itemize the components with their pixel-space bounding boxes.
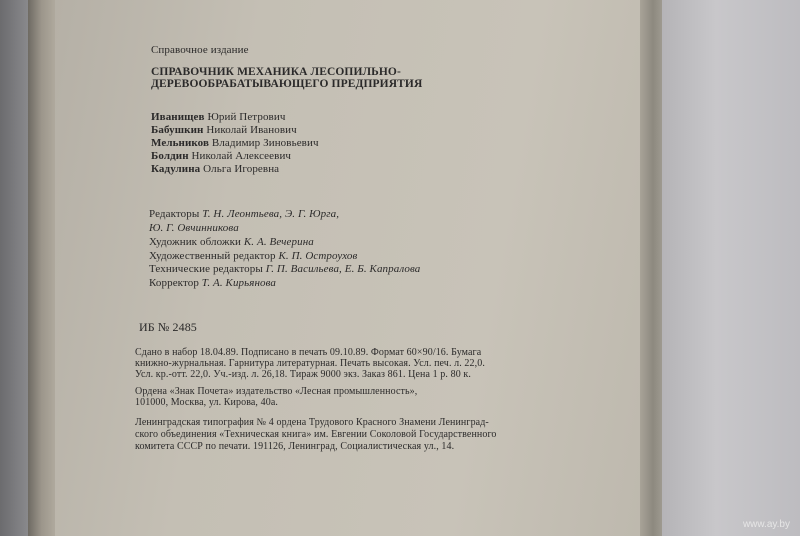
author-surname: Мельников xyxy=(151,137,210,149)
proofreader-name: Т. А. Кирьянова xyxy=(201,277,277,289)
author-name: Юрий Петрович xyxy=(207,111,286,123)
printer-line-2: ского объединения «Техническая книга» им. Евгении Соколовой Государственного xyxy=(135,429,497,440)
editors-names-2: Ю. Г. Овчинникова xyxy=(149,222,239,234)
tech-editors-names: Г. П. Васильева, Е. Б. Капралова xyxy=(265,263,421,275)
book-page xyxy=(55,0,657,536)
editors-names: Т. Н. Леонтьева, Э. Г. Юрга, xyxy=(202,208,340,220)
author-name: Владимир Зиновьевич xyxy=(211,137,319,149)
author-name: Николай Алексеевич xyxy=(191,150,292,162)
author-line xyxy=(151,137,319,149)
imprint-line-3: Усл. кр.-отт. 22,0. Уч.-изд. л. 26,18. Тираж 9000 экз. Заказ 861. Цена 1 р. 80 к. xyxy=(135,369,471,380)
art-editor-label: Художественный редактор xyxy=(149,250,276,262)
author-line xyxy=(151,163,279,175)
edition-label: Справочное издание xyxy=(151,44,249,56)
printer-line-3: комитета СССР по печати. 191126, Ленинград, Социалистическая ул., 14. xyxy=(135,441,455,452)
cover-artist-name: К. А. Вечерина xyxy=(243,236,314,248)
author-name: Николай Иванович xyxy=(206,124,297,136)
author-surname: Болдин xyxy=(151,150,189,162)
author-name: Ольга Игоревна xyxy=(203,163,280,175)
author-line xyxy=(151,111,285,123)
title-line-2: ДЕРЕВООБРАБАТЫВАЮЩЕГО ПРЕДПРИЯТИЯ xyxy=(151,78,423,90)
watermark: www.ay.by xyxy=(742,519,790,530)
printer-line-1: Ленинградская типография № 4 ордена Трудового Красного Знамени Ленинград- xyxy=(135,417,489,428)
cover-artist-label: Художник обложки xyxy=(149,236,242,248)
ib-number: ИБ № 2485 xyxy=(139,320,197,334)
editors-line xyxy=(149,208,339,220)
imprint-line-2: книжно-журнальная. Гарнитура литературная. Печать высокая. Усл. печ. л. 22,0. xyxy=(135,358,485,369)
author-surname: Иванищев xyxy=(151,111,205,123)
author-line xyxy=(151,124,297,136)
publisher-line-1: Ордена «Знак Почета» издательство «Лесная промышленность», xyxy=(135,386,418,397)
author-line xyxy=(151,150,291,162)
tech-editors-line xyxy=(149,263,420,275)
tech-editors-label: Технические редакторы xyxy=(149,263,263,275)
author-surname: Кадулина xyxy=(151,163,201,175)
title-line-1: СПРАВОЧНИК МЕХАНИКА ЛЕСОПИЛЬНО- xyxy=(151,66,401,78)
proofreader-label: Корректор xyxy=(149,277,199,289)
publisher-line-2: 101000, Москва, ул. Кирова, 40а. xyxy=(135,397,278,408)
facing-page xyxy=(660,0,800,536)
proofreader-line xyxy=(149,277,276,289)
editors-label: Редакторы xyxy=(149,208,200,220)
author-surname: Бабушкин xyxy=(151,124,204,136)
art-editor-name: К. П. Остроухов xyxy=(278,250,358,262)
art-editor-line xyxy=(149,250,357,262)
book-gutter xyxy=(640,0,662,536)
imprint-line-1: Сдано в набор 18.04.89. Подписано в печать 09.10.89. Формат 60×90/16. Бумага xyxy=(135,347,482,358)
cover-artist-line xyxy=(149,236,314,248)
